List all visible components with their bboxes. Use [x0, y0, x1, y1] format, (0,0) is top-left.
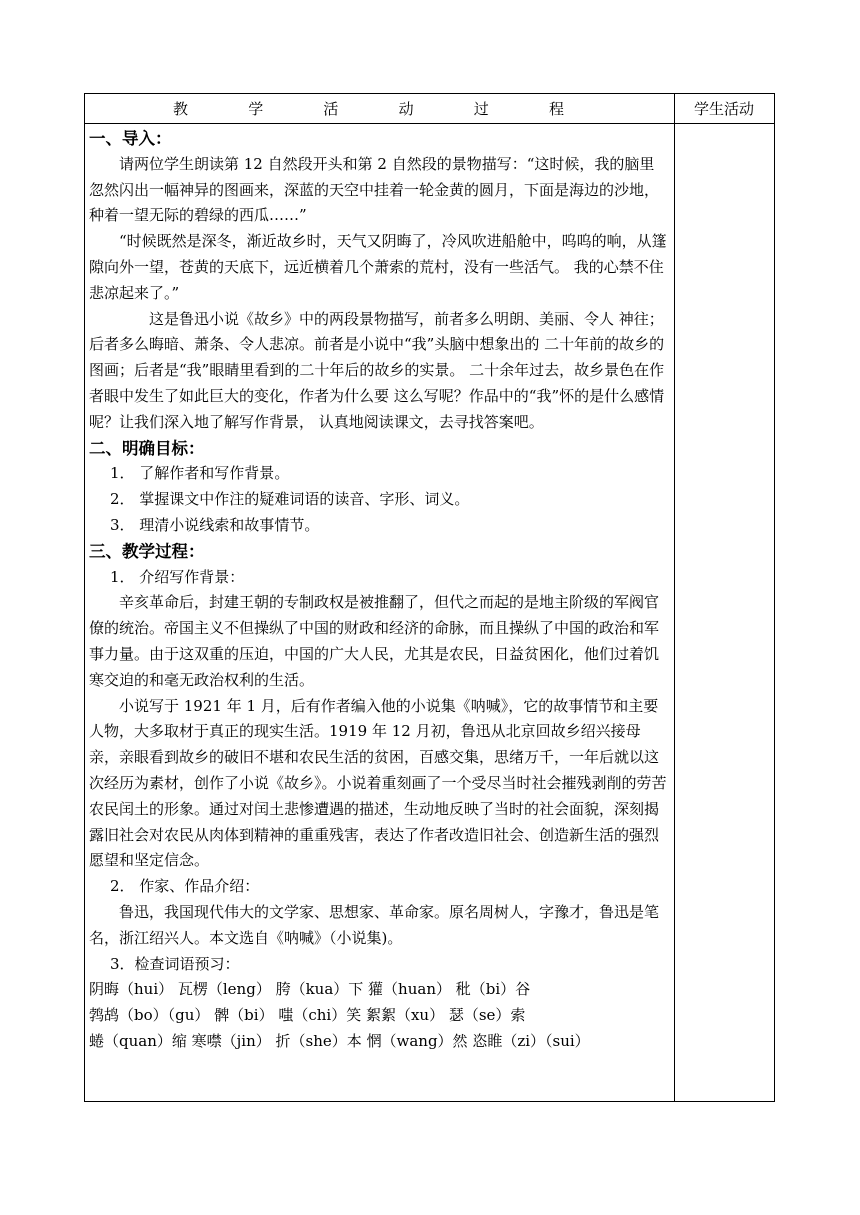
teaching-process-header	[85, 94, 674, 123]
table-header-row	[85, 94, 774, 124]
vocab-line: 蜷（quan）缩 寒噤（jin） 折（she）本 惘（wang）然 恣睢（zi）（sui）	[89, 1031, 590, 1050]
vocab-line: 阴晦（hui） 瓦楞（leng） 胯（kua）下 獾（huan） 秕（bi）谷	[89, 980, 531, 999]
header-char: 动	[398, 100, 414, 118]
section-heading-process: 三、教学过程：	[89, 541, 205, 561]
subsection-title: 1． 介绍写作背景：	[110, 567, 245, 586]
goal-item: 3． 理清小说线索和故事情节。	[110, 515, 320, 534]
section-heading-intro: 一、导入：	[89, 129, 172, 148]
author-paragraph: 鲁迅，我国现代伟大的文学家、思想家、革命家。原名周树人，字豫才，鲁迅是笔名，浙江绍兴人。本文选自《呐喊》（小说集)。	[89, 902, 660, 947]
student-activity-header: 学生活动	[693, 100, 754, 118]
subsection-title: 3．检查词语预习：	[110, 954, 240, 973]
subsection-title: 2． 作家、作品介绍：	[110, 877, 260, 896]
column-divider	[674, 94, 675, 1101]
header-char: 教	[173, 100, 189, 118]
goal-item: 2． 掌握课文中作注的疑难词语的读音、字形、词义。	[110, 490, 470, 509]
header-char: 学	[248, 100, 264, 118]
background-paragraph: 辛亥革命后，封建王朝的专制政权是被推翻了，但代之而起的是地主阶级的军阀官僚的统治。帝国主义不但操纵了中国的财政和经济的命脉，而且操纵了中国的政治和军事力量。由于这双重的压迫，中国的广大人民，尤其是农民，日益贫困化，他们过着饥寒交迫的和毫无政治权利的生活。	[89, 593, 660, 689]
teaching-process-cell	[89, 126, 669, 1055]
intro-paragraph: “时候既然是深冬，渐近故乡时，天气又阴晦了，冷风吹进船舱中，呜呜的响，从篷隙向外一望，苍黄的天底下，远近横着几个萧索的荒村，没有一些活气。 我的心禁不住悲凉起来了。”	[89, 232, 667, 302]
section-heading-goals: 二、明确目标：	[89, 438, 205, 458]
background-paragraph: 小说写于 1921 年 1 月，后有作者编入他的小说集《呐喊》，它的故事情节和主要人物，大多取材于真正的现实生活。1919 年 12 月初，鲁迅从北京回故乡绍兴接母亲，亲眼看到故乡的破旧不堪和农民生活的贫困，百感交集，思绪万千，一年后就以这次经历为素材，创作了小说《故乡》。小说着重刻画了一个受尽当时社会摧残剥削的劳苦农民闰土的形象。通过对闰土悲惨遭遇的描述，生动地反映了当时的社会面貌，深刻揭露旧社会对农民从肉体到精神的重重残害，表达了作者改造旧社会、创造新生活的强烈愿望和坚定信念。	[89, 696, 667, 870]
intro-paragraph: 请两位学生朗读第 12 自然段开头和第 2 自然段的景物描写：“这时候，我的脑里忽然闪出一幅神异的图画来，深蓝的天空中挂着一轮金黄的圆月，下面是海边的沙地，种着一望无际的碧绿的西瓜……”	[89, 154, 660, 225]
header-char: 过	[473, 100, 489, 118]
lesson-plan-table	[84, 93, 775, 1102]
goal-item: 1． 了解作者和写作背景。	[110, 464, 290, 483]
header-char: 活	[323, 100, 339, 118]
vocab-line: 鹁鸪（bo）（gu） 髀（bi） 嗤（chi）笑 絮絮（xu） 瑟（se）索	[89, 1006, 526, 1025]
header-char: 程	[548, 100, 564, 118]
intro-paragraph: 这是鲁迅小说《故乡》中的两段景物描写，前者多么明朗、美丽、令人 神往；后者多么晦暗、萧条、令人悲凉。前者是小说中“我”头脑中想象出的 二十年前的故乡的图画；后者是“我”眼睛里看到的二十年后的故乡的实景。 二十余年过去，故乡景色在作者眼中发生了如此巨大的变化，作者为什么要 这么写呢？作品中的“我”怀的是什么感情呢？让我们深入地了解写作背景， 认真地阅读课文，去寻找答案吧。	[89, 309, 665, 431]
